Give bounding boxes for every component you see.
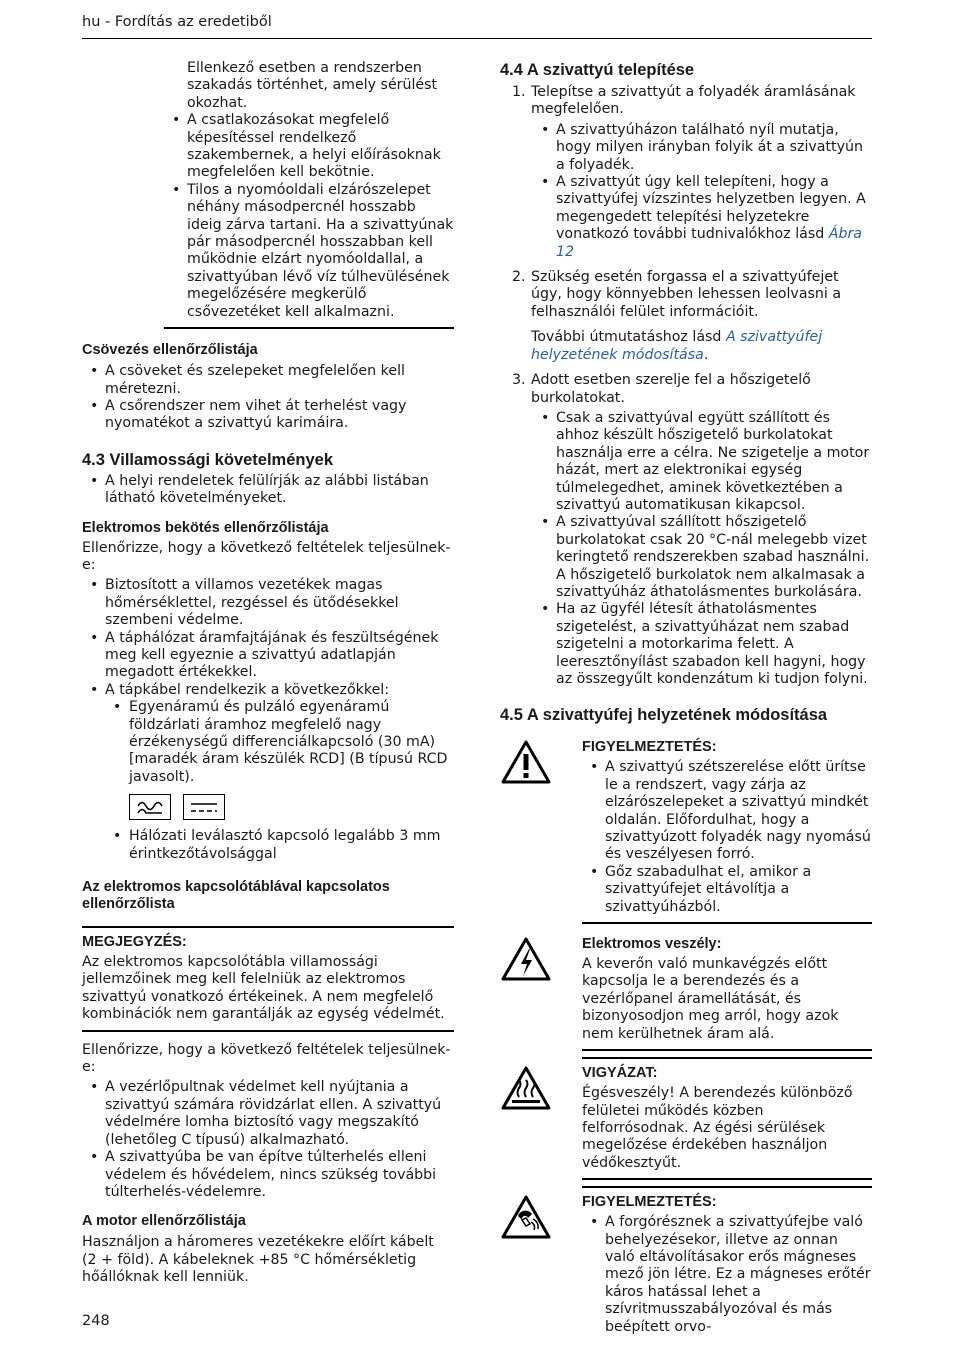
continued-block [164, 60, 454, 329]
list-item: • A csöveket és szelepeket megfelelően kell méretezni. [82, 363, 447, 398]
left-column [82, 60, 454, 1287]
warning-4-title: FIGYELMEZTETÉS: [582, 1194, 717, 1211]
block-end-rule [164, 327, 454, 329]
list-item: • A tápkábel rendelkezik a következőkkel: [82, 682, 447, 699]
step-number: 1. [512, 84, 526, 100]
step-3-bullets [533, 410, 872, 689]
warning-2-rule [582, 1049, 872, 1051]
list-item: • Biztosított a villamos vezetékek magas hőmérséklettel, rezgéssel és ütődésekkel szembeni védelme. [82, 577, 447, 629]
step-number: 3. [512, 372, 526, 389]
pipe-checklist-heading: Csövezés ellenőrzőlistája [82, 342, 258, 359]
figure-12-link[interactable]: Ábra 12 [556, 226, 862, 260]
warning-1-bullets [582, 759, 872, 916]
electrical-checklist [82, 577, 447, 699]
pump-head-position-link[interactable]: A szivattyúfej helyzetének módosítása [531, 329, 823, 363]
section-4-4-title: 4.4 A szivattyú telepítése [500, 61, 695, 79]
warning-block-3 [500, 1057, 872, 1180]
warning-2-title: Elektromos veszély: [582, 936, 722, 953]
list-item: • Gőz szabadulhat el, amikor a szivattyúfejet eltávolítja a szivattyúházból. [582, 864, 872, 916]
hot-surface-icon [500, 1065, 552, 1113]
step-text: Telepítse a szivattyút a folyadék áramlásának megfelelően. [531, 84, 856, 118]
electrical-checklist-intro: Ellenőrizze, hogy a következő feltételek teljesülnek-e: [82, 539, 451, 573]
list-item: • Csak a szivattyúval együtt szállított és ahhoz készült hőszigetelő burkolatokat használja erre a célra. Ne szigetelje a motor házát, mert az elektronikai egység túlmelegedhet, aminek következtében a szivattyú automatikusan kikapcsol. [533, 410, 872, 514]
note-top-rule [82, 926, 454, 928]
list-item: • A csőrendszer nem vihet át terhelést vagy nyomatékot a szivattyú karimáira. [82, 398, 447, 433]
warning-4-top-rule [582, 1186, 872, 1188]
list-item: • A szivattyúba be van építve túlterhelés elleni védelem és hővédelem, nincs szükség további túlterhelés-védelemre. [82, 1149, 447, 1201]
warning-3-text: Égésveszély! A berendezés különböző felületei működés közben felforrósodnak. Az égési sérülések megelőzése érdekében használjon védőkesztyűt. [582, 1085, 853, 1171]
list-item-text: A szivattyút úgy kell telepíteni, hogy a szivattyúfej vízszintes helyzetben legyen. A megengedett telepítési helyzetekre vonatkozó további tudnivalókhoz lásd [556, 174, 866, 243]
electrical-checklist-heading: Elektromos bekötés ellenőrzőlistája [82, 519, 329, 536]
warning-3-rule [582, 1178, 872, 1180]
right-column [500, 60, 872, 1336]
page-header: hu - Fordítás az eredetiből [82, 14, 272, 30]
list-item: • A táphálózat áramfajtájának és feszültségének meg kell egyeznie a szivattyú adatlapján megadott értékekkel. [82, 630, 447, 682]
list-item: • Tilos a nyomóoldali elzárószelepet néhány másodpercnél hosszabb ideig zárva tartani. Ha a szivattyúnak pár másodpercnél hosszabban kell működnie elzárt nyomóoldallal, a szivattyúban lévő víz túlhevülésének megelőzésére megkerülő csővezetéket kell alkalmazni. [164, 182, 454, 321]
list-item: • A helyi rendeletek felülírják az alábbi listában látható követelményeket. [82, 473, 454, 508]
cable-sub-list [105, 699, 454, 786]
warning-2-text: A keverőn való munkavégzés előtt kapcsolja le a berendezés és a vezérlőpanel áramellátását, és bizonyosodjon meg arról, hogy azok nem kerülhetnek áram alá. [582, 956, 839, 1042]
note-bottom-rule [82, 1030, 454, 1032]
list-item: • Egyenáramú és pulzáló egyenáramú földzárlati áramhoz megfelelő nagy érzékenységű differenciálkapcsoló (30 mA) [maradék áram készülék RCD] (B típusú RCD javasolt). [105, 699, 454, 786]
warning-4-bullets [582, 1214, 872, 1336]
list-item: • A csatlakozásokat megfelelő képesítéssel rendelkező szakembernek, a helyi előírásoknak megfelelően kell bekötnie. [164, 112, 454, 182]
list-item [533, 174, 872, 261]
step-number: 2. [512, 269, 526, 286]
warning-3-top-rule [582, 1057, 872, 1059]
control-panel-checklist [82, 1079, 447, 1201]
step-text: Szükség esetén forgassa el a szivattyúfejet úgy, hogy könnyebben lehessen leolvasni a felhasználói felület információit. [531, 269, 842, 320]
header-rule [82, 38, 872, 39]
magnetic-field-icon [500, 1194, 552, 1242]
section-4-5-title: 4.5 A szivattyúfej helyzetének módosítása [500, 706, 828, 725]
warning-block-2 [500, 936, 872, 1051]
rcd-dc-symbol-icon [183, 794, 225, 820]
step-3 [500, 372, 872, 407]
step-text: Adott esetben szerelje fel a hőszigetelő burkolatokat. [531, 372, 811, 406]
motor-checklist-text: Használjon a háromeres vezetékekre előírt kábelt (2 + föld). A kábeleknek +85 °C hőmérsékletig hőállóknak kell lenniük. [82, 1234, 434, 1286]
rcd-symbols [129, 794, 454, 820]
section-4-3-bullets [82, 473, 454, 508]
control-panel-checklist-heading: Az elektromos kapcsolótáblával kapcsolatos ellenőrzőlista [82, 879, 390, 913]
list-item: • Hálózati leválasztó kapcsoló legalább 3 mm érintkezőtávolsággal [105, 828, 454, 863]
electrical-hazard-icon [500, 936, 552, 984]
continued-text: Ellenkező esetben a rendszerben szakadás történhet, amely sérülést okozhat. [187, 60, 438, 111]
step-2-reference: További útmutatáshoz lásd A szivattyúfej helyzetének módosítása. [531, 329, 823, 363]
step-2 [500, 269, 872, 364]
rcd-pulsating-dc-symbol-icon [129, 794, 171, 820]
warning-1-title: FIGYELMEZTETÉS: [582, 739, 717, 756]
list-item: • A szivattyúházon található nyíl mutatja, hogy milyen irányban folyik át a szivattyún a folyadék. [533, 122, 872, 174]
continued-bullets [164, 112, 454, 321]
motor-checklist-heading: A motor ellenőrzőlistája [82, 1213, 246, 1230]
warning-block-1 [500, 739, 872, 924]
section-4-3-title: 4.3 Villamossági követelmények [82, 450, 334, 469]
warning-block-4 [500, 1186, 872, 1336]
list-item: • A szivattyú szétszerelése előtt ürítse le a rendszert, vagy zárja az elzárószelepeket a szivattyú mindkét oldalán. Előfordulhat, hogy a szivattyúzott folyadék nagy nyomású és veszélyesen forró. [582, 759, 872, 863]
warning-3-title: VIGYÁZAT: [582, 1065, 658, 1082]
warning-1-rule [582, 922, 872, 924]
page-number: 248 [82, 1313, 110, 1329]
step-1-bullets [533, 122, 872, 261]
general-warning-icon [500, 739, 552, 787]
pipe-checklist [82, 363, 447, 433]
step-1 [500, 84, 872, 119]
cable-sub-list-2 [105, 828, 454, 863]
list-item: • Ha az ügyfél létesít áthatolásmentes szigetelést, a szivattyúházat nem szabad szigetelni a motorkarima felett. A leeresztőnyílást szabadon kell hagyni, hogy az összegyűlt kondenzátum ki tudjon folyni. [533, 601, 872, 688]
note-title: MEGJEGYZÉS: [82, 934, 187, 951]
list-item: • A szivattyúval szállított hőszigetelő burkolatokat csak 20 °C-nál melegebb vizet keringtető rendszerekben szabad használni. A hőszigetelő burkolatok nem alkalmasak a szivattyúház áthatolásmentes burkolására. [533, 514, 872, 601]
list-item: • A vezérlőpultnak védelmet kell nyújtania a szivattyú számára rövidzárlat ellen. A szivattyú védelmére lomha biztosító vagy megszakító (lehetőleg C típusú) alkalmazható. [82, 1079, 447, 1149]
list-item: • A forgórésznek a szivattyúfejbe való behelyezésekor, illetve az onnan való eltávolításakor erős mágneses mező jön létre. Ez a mágneses erőtér káros hatással lehet a szívritmusszabályozóval és más beépített orvo- [582, 1214, 872, 1336]
note-text: Az elektromos kapcsolótábla villamossági jellemzőinek meg kell felelniük az elektromos szivattyú vonatkozó értékeinek. A nem megfelelő kombinációk nem garantálják az egység védelmét. [82, 954, 445, 1023]
control-panel-intro: Ellenőrizze, hogy a következő feltételek teljesülnek-e: [82, 1041, 451, 1076]
